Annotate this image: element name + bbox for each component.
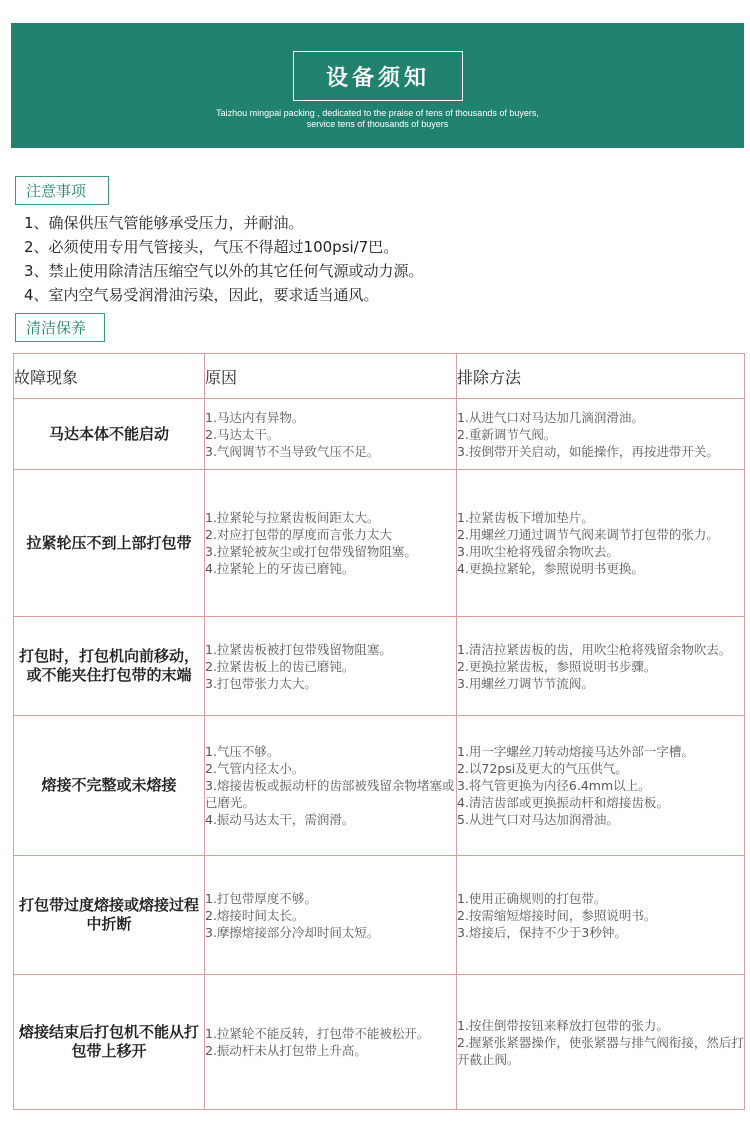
table-row — [14, 856, 745, 975]
fix-cell — [457, 716, 745, 856]
fix-line: 2.握紧张紧器操作，使张紧器与排气阀衔接，然后打开截止阀。 — [457, 1034, 744, 1067]
cause-line: 2.振动杆未从打包带上升高。 — [205, 1043, 367, 1058]
fix-line: 2.以72psi及更大的气压供气。 — [457, 761, 628, 776]
cause-line: 1.打包带厚度不够。 — [205, 890, 317, 906]
cause-line: 3.熔接齿板或振动杆的齿部被残留余物堵塞或已磨光。 — [205, 778, 455, 810]
cause-cell — [205, 856, 457, 975]
cause-line: 1.拉紧轮不能反转，打包带不能被松开。 — [205, 1026, 430, 1041]
fix-line: 3.熔接后，保持不少于3秒钟。 — [457, 924, 627, 940]
table-row — [14, 617, 745, 716]
fix-cell — [457, 856, 745, 975]
cause-line: 3.打包带张力太大。 — [205, 675, 317, 691]
cause-line: 1.马达内有异物。 — [205, 409, 305, 425]
notice-item: 4、室内空气易受润滑油污染，因此，要求适当通风。 — [24, 286, 379, 304]
symptom-cell: 熔接不完整或未熔接 — [14, 716, 205, 856]
symptom-cell: 拉紧轮压不到上部打包带 — [14, 470, 205, 617]
header-cause: 原因 — [205, 354, 457, 399]
symptom-cell: 熔接结束后打包机不能从打包带上移开 — [14, 975, 205, 1110]
fix-line: 2.按需缩短熔接时间，参照说明书。 — [457, 907, 657, 923]
notice-item: 1、确保供压气管能够承受压力，并耐油。 — [24, 214, 304, 232]
fix-cell — [457, 617, 745, 716]
cause-cell — [205, 470, 457, 617]
fix-line: 3.将气管更换为内径6.4mm以上。 — [457, 778, 651, 793]
table-header-row — [14, 354, 745, 399]
fix-line: 1.用一字螺丝刀转动熔接马达外部一字槽。 — [457, 744, 694, 759]
cause-line: 1.气压不够。 — [205, 744, 280, 759]
cause-cell — [205, 716, 457, 856]
fix-line: 1.清洁拉紧齿板的齿，用吹尘枪将残留余物吹去。 — [457, 641, 732, 657]
cause-line: 2.马达太干。 — [205, 426, 280, 442]
fix-line: 1.从进气口对马达加几滴润滑油。 — [457, 409, 644, 425]
page-title: 设备须知 — [293, 51, 463, 101]
fix-cell — [457, 975, 745, 1110]
subtitle-line-1: Taizhou mingpai packing , dedicated to the praise of tens of thousands of buyers, — [216, 108, 539, 118]
cause-line: 4.振动马达太干，需润滑。 — [205, 812, 355, 827]
header-banner — [11, 23, 744, 148]
fix-line: 2.重新调节气阀。 — [457, 426, 557, 442]
cause-line: 2.对应打包带的厚度而言张力太大 — [205, 527, 392, 542]
troubleshooting-table — [13, 353, 745, 1110]
symptom-cell: 打包带过度熔接或熔接过程中折断 — [14, 856, 205, 975]
notice-list — [24, 211, 424, 307]
fix-line: 5.从进气口对马达加润滑油。 — [457, 812, 619, 827]
cleaning-section-label: 清洁保养 — [15, 313, 105, 342]
header-symptom: 故障现象 — [14, 354, 205, 399]
table-row — [14, 470, 745, 617]
fix-line: 4.更换拉紧轮，参照说明书更换。 — [457, 561, 644, 576]
cause-line: 2.熔接时间太长。 — [205, 907, 305, 923]
cause-line: 3.摩擦熔接部分冷却时间太短。 — [205, 924, 380, 940]
fix-line: 1.按住倒带按钮来释放打包带的张力。 — [457, 1017, 669, 1033]
header-fix: 排除方法 — [457, 354, 745, 399]
cause-line: 1.拉紧轮与拉紧齿板间距太大。 — [205, 510, 380, 525]
fix-line: 2.更换拉紧齿板，参照说明书步骤。 — [457, 658, 657, 674]
cause-line: 4.拉紧轮上的牙齿已磨钝。 — [205, 561, 355, 576]
fix-line: 3.按倒带开关启动，如能操作，再按进带开关。 — [457, 443, 719, 459]
notice-item: 3、禁止使用除清洁压缩空气以外的其它任何气源或动力源。 — [24, 262, 424, 280]
table-row — [14, 399, 745, 470]
fix-line: 4.清洁齿部或更换振动杆和熔接齿板。 — [457, 795, 669, 810]
fix-cell — [457, 470, 745, 617]
subtitle-line-2: service tens of thousands of buyers — [306, 119, 449, 129]
cause-line: 3.气阀调节不当导致气压不足。 — [205, 443, 380, 459]
fix-line: 3.用螺丝刀调节节流阀。 — [457, 675, 594, 691]
fix-line: 1.使用正确规则的打包带。 — [457, 890, 607, 906]
table-row — [14, 975, 745, 1110]
cause-line: 3.拉紧轮被灰尘或打包带残留物阻塞。 — [205, 544, 417, 559]
notice-section-label: 注意事项 — [15, 176, 109, 205]
table-row — [14, 716, 745, 856]
cause-cell — [205, 617, 457, 716]
fix-line: 3.用吹尘枪将残留余物吹去。 — [457, 544, 619, 559]
notice-item: 2、必须使用专用气管接头，气压不得超过100psi/7巴。 — [24, 238, 399, 256]
cause-cell — [205, 399, 457, 470]
cause-line: 1.拉紧齿板被打包带残留物阻塞。 — [205, 641, 392, 657]
cause-line: 2.气管内径太小。 — [205, 761, 305, 776]
fix-line: 1.拉紧齿板下增加垫片。 — [457, 510, 594, 525]
symptom-cell: 打包时，打包机向前移动，或不能夹住打包带的末端 — [14, 617, 205, 716]
header-subtitle — [11, 108, 744, 130]
fix-line: 2.用螺丝刀通过调节气阀来调节打包带的张力。 — [457, 527, 719, 542]
cause-line: 2.拉紧齿板上的齿已磨钝。 — [205, 658, 355, 674]
cause-cell — [205, 975, 457, 1110]
symptom-cell: 马达本体不能启动 — [14, 399, 205, 470]
fix-cell — [457, 399, 745, 470]
